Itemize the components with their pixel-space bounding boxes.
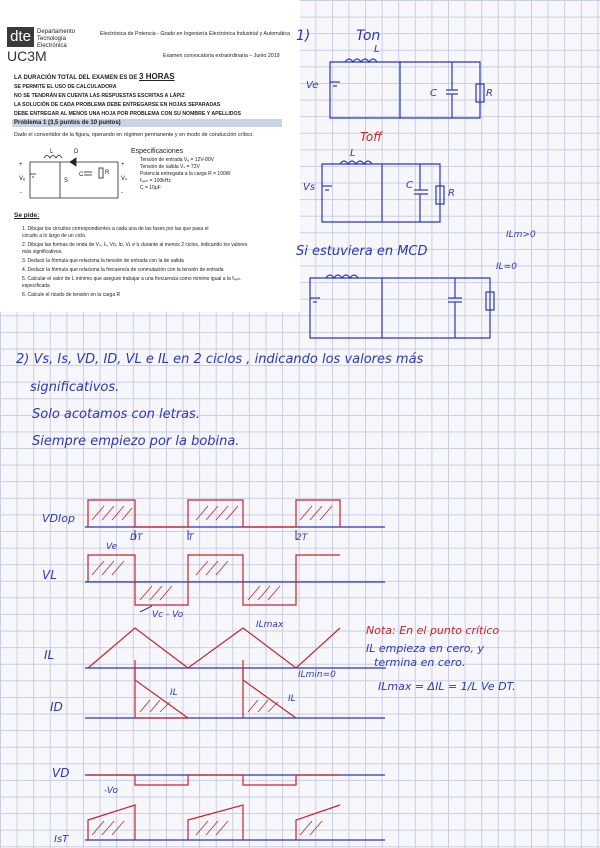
wave-label-vd: VD [52, 766, 70, 780]
label-toff-L: L [350, 148, 356, 159]
label-id-il-a: IL [170, 688, 178, 698]
tick-t: T [188, 533, 194, 543]
label-ton-Ve: Ve [306, 80, 319, 91]
label-ilmax: ILmax [256, 620, 284, 630]
exam-circ-Vs: Vₛ [121, 176, 128, 182]
logo-dte: dte [7, 27, 34, 47]
note-q2-line1: 2) Vs, Is, VD, ID, VL e IL en 2 ciclos , indicando los valores más [16, 352, 424, 367]
label-toff-Vs: Vs [303, 182, 316, 193]
waveform-ticks [135, 530, 386, 668]
problem-intro: Dado el convertidor de la figura, operando en régimen permanente y en modo de conducción crítico: [14, 132, 254, 138]
exam-circ-Ve: Vₑ [19, 176, 26, 182]
exam-circ-plus-left: + [19, 162, 23, 168]
label-id-il-b: IL [288, 694, 296, 704]
rule-calc: SE PERMITE EL USO DE CALCULADORA [14, 84, 117, 90]
ask-3: 3. Deducir la fórmula que relaciona la tensión de entrada con la de salida [22, 258, 184, 264]
logo-dept-1: Departamento [37, 29, 76, 35]
note-mcd: Si estuviera en MCD [296, 244, 428, 259]
session-title: Examen convocatoria extraordinaria – Junio 2019 [163, 53, 280, 59]
problem-title: Problema 1 (3,5 puntos de 10 puntos) [14, 120, 121, 126]
label-toff: Toff [360, 130, 382, 144]
note-critical-4: ILmax = ΔIL = 1/L Ve DT. [378, 680, 516, 693]
exam-circ-C: C [79, 172, 84, 178]
wave-label-vl: VL [42, 568, 57, 582]
rule-duration-text: LA DURACIÓN TOTAL DEL EXAMEN ES DE [14, 75, 138, 81]
wave-label-il: IL [44, 648, 55, 662]
label-toff-C: C [406, 180, 413, 191]
logo-dept-3: Electrónica [37, 43, 67, 49]
label-toff-R: R [448, 188, 455, 199]
label-ton-C: C [430, 88, 437, 99]
circuit-ton [330, 59, 484, 118]
wave-label-id: ID [50, 700, 63, 714]
ask-4: 4. Deducir la fórmula que relaciona la frecuencia de conmutación con la tensión de entrada [22, 267, 224, 273]
ask-2a: 2. Dibujar las formas de onda de Vₛ, Iₛ, Vᴅ, Iᴅ, Vʟ e Iʟ durante al menos 2 ciclos, indicando los valores [22, 242, 248, 248]
rule-duration-hours: 3 HORAS [139, 72, 175, 81]
rule-separate: LA SOLUCIÓN DE CADA PROBLEMA DEBE ENTREGARSE EN HOJAS SEPARADAS [14, 102, 221, 108]
note-q2-line3: Solo acotamos con letras. [32, 407, 200, 422]
asks-title: Se pide: [14, 212, 40, 219]
label-ton-R: R [486, 88, 493, 99]
course-title: Electrónica de Potencia - Grado en Ingeniería Electrónica Industrial y Automática [100, 31, 290, 37]
ask-6: 6. Calcule el rizado de tensión en la carga R [22, 292, 121, 298]
label-ve-wave: Ve [106, 542, 118, 552]
exam-circ-L: L [50, 149, 54, 155]
rule-pencil: NO SE TENDRÁN EN CUENTA LAS RESPUESTAS ESCRITAS A LÁPIZ [14, 93, 185, 99]
circuit-toff [322, 161, 444, 222]
note-critical-2: IL empieza en cero, y [366, 642, 484, 655]
ask-5b: especificada [22, 283, 50, 289]
exam-circ-R: R [105, 170, 110, 176]
ask-1a: 1. Dibujar los circuitos correspondientes a cada una de las fases por las que pasa el [22, 226, 209, 232]
circuit-mcd [310, 275, 494, 338]
spec-1: Tensión de entrada Vₑ = 12V-80V [140, 157, 214, 163]
note-critical-3: termina en cero. [374, 656, 466, 669]
label-minus-vo: -Vo [104, 786, 119, 796]
wave-label-is: IsT [54, 834, 69, 845]
wave-label-vdiod: VDIop [42, 512, 75, 525]
spec-4: fₛₑₘ = 100kHz [140, 178, 171, 184]
spec-title: Especificaciones [131, 148, 184, 155]
waveform-axes [85, 527, 385, 840]
exam-circ-minus-left: - [20, 190, 22, 196]
spec-3: Potencia entregada a la carga R = 100W [140, 171, 231, 177]
exam-circ-plus-right: + [121, 162, 125, 168]
logo-uc3m: UC3M [7, 48, 47, 64]
logo-dept-2: Tecnología [37, 36, 67, 42]
exam-circ-D: D [74, 149, 79, 155]
spec-5: C = 10μF [140, 185, 161, 191]
ask-5a: 5. Calcular el valor de L mínimo que asegure trabajar a una frecuencia como mínimo igual a la fₛₑₘ [22, 276, 241, 282]
tick-dt: DT [130, 533, 143, 543]
note-q2-line4: Siempre empiezo por la bobina. [32, 434, 240, 449]
label-il0: IL=0 [496, 262, 517, 272]
note-q1: 1) [296, 28, 311, 44]
ask-1b: circuito a lo largo de un ciclo. [22, 233, 87, 239]
rule-name: DEBE ENTREGAR AL MENOS UNA HOJA POR PROBLEMA CON SU NOMBRE Y APELLIDOS [14, 111, 242, 117]
spec-2: Tensión de salida Vₛ = 72V [140, 164, 200, 170]
label-ton: Ton [356, 28, 381, 44]
exam-circ-minus-right: - [121, 190, 123, 196]
label-ilmin: ILmin=0 [298, 670, 336, 680]
note-q2-line2: significativos. [30, 380, 120, 395]
tick-2t: 2T [296, 533, 308, 543]
label-vc-vo: Vc - Vo [152, 610, 184, 620]
note-critical-1: Nota: En el punto crítico [366, 624, 500, 637]
ask-2b: más significativos. [22, 249, 63, 255]
label-ilm0: ILm>0 [506, 230, 536, 240]
label-ton-L: L [374, 44, 380, 55]
exam-circ-S: S [64, 178, 69, 184]
